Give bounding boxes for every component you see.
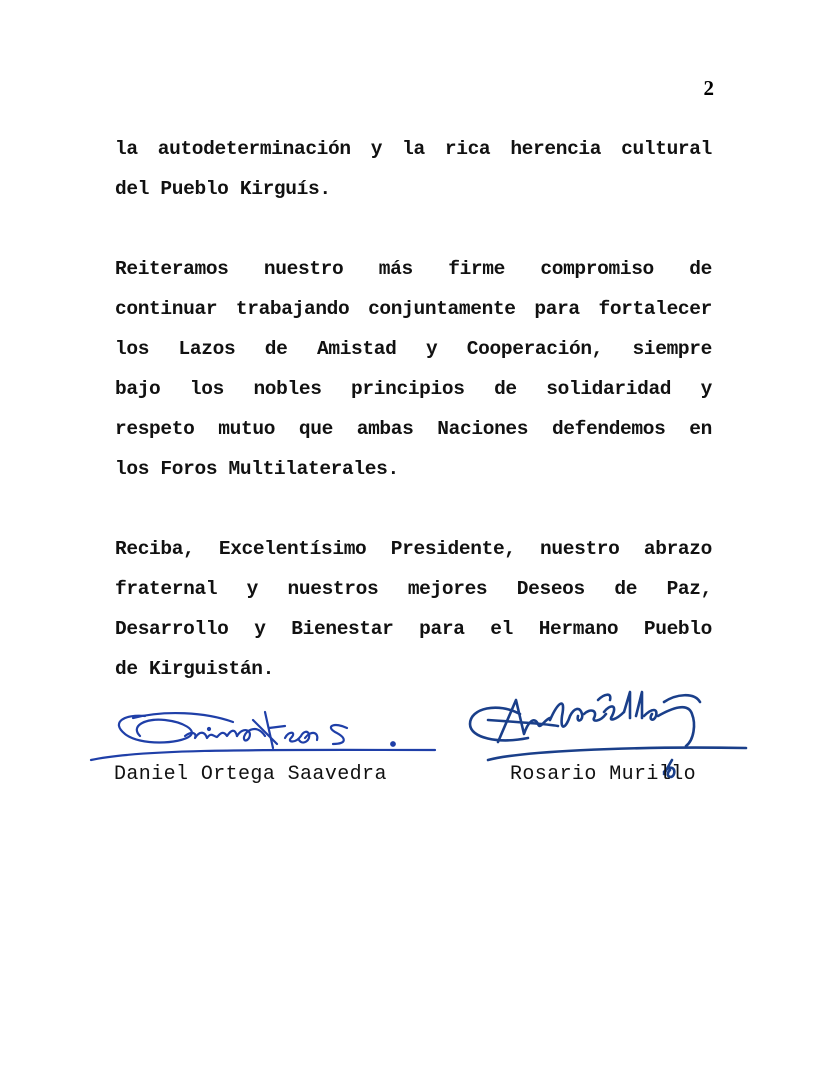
paragraph-line: Reiteramos nuestro más firme compromiso de — [115, 258, 712, 280]
paragraph-line: Reciba, Excelentísimo Presidente, nuestro abrazo — [115, 538, 712, 560]
signatory-name: Daniel Ortega Saavedra — [114, 763, 387, 786]
paragraph-1 — [115, 129, 712, 209]
paragraph-line: Desarrollo y Bienestar para el Hermano Pueblo — [115, 618, 712, 640]
page-number: 2 — [703, 76, 714, 100]
paragraph-line: la autodeterminación y la rica herencia cultural — [115, 138, 712, 160]
signatory-name: Rosario Murillo — [510, 763, 697, 786]
paragraph-line: los Foros Multilaterales. — [115, 458, 399, 480]
paragraph-line: del Pueblo Kirguís. — [115, 178, 331, 200]
signature-daniel-ortega — [85, 700, 455, 770]
paragraph-3 — [115, 529, 712, 689]
paragraph-2 — [115, 249, 712, 489]
paragraph-line: los Lazos de Amistad y Cooperación, siempre — [115, 338, 712, 360]
paragraph-line: de Kirguistán. — [115, 658, 274, 680]
paragraph-line: continuar trabajando conjuntamente para fortalecer — [115, 298, 712, 320]
paragraph-line: bajo los nobles principios de solidaridad y — [115, 378, 712, 400]
paragraph-line: fraternal y nuestros mejores Deseos de Paz, — [115, 578, 712, 600]
paragraph-line: respeto mutuo que ambas Naciones defendemos en — [115, 418, 712, 440]
